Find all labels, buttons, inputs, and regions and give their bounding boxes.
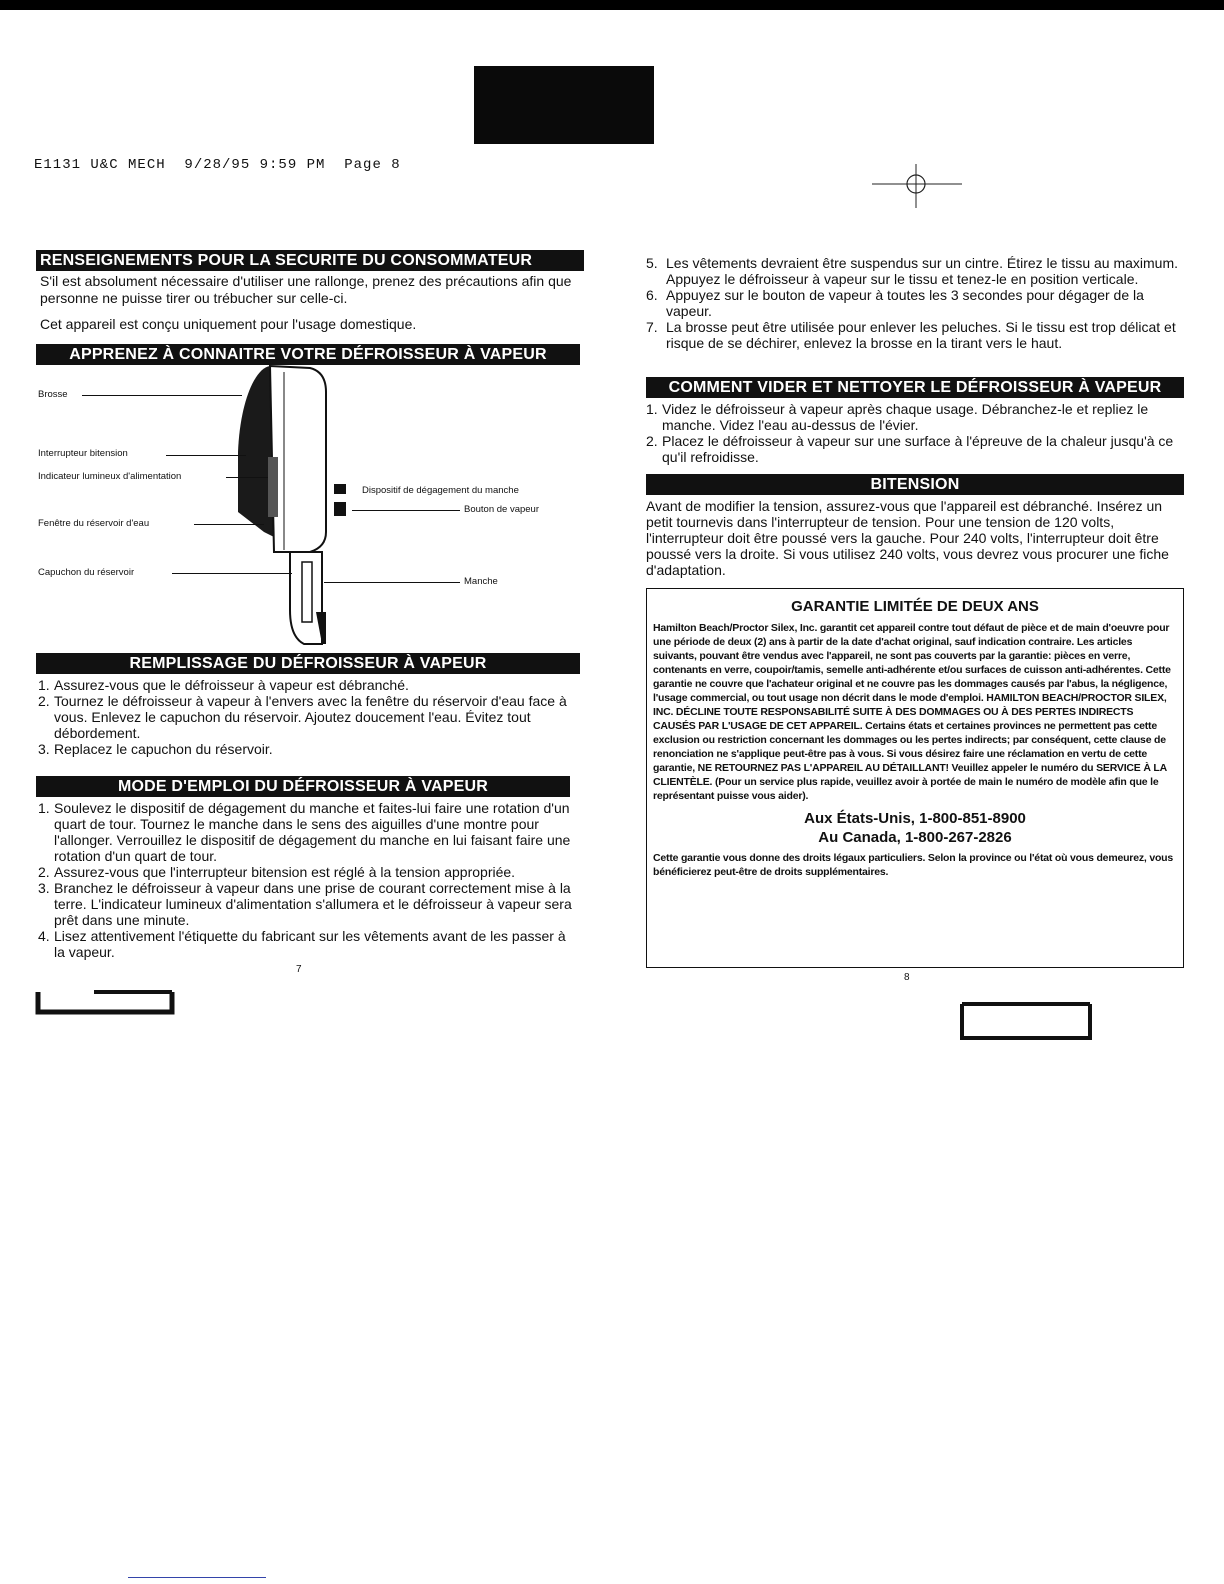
scan-border xyxy=(0,0,1224,10)
fill-steps-list xyxy=(38,677,574,757)
list-item: 3. Branchez le défroisseur à vapeur dans une prise de courant correctement mise à la terre. L'indicateur lumineux d'alimentation s'allumera et le défroisseur à vapeur sera prêt dans une minute. xyxy=(38,880,572,928)
doc-header: E1131 U&C MECH 9/28/95 9:59 PM Page 8 xyxy=(34,157,401,173)
heading-fill: REMPLISSAGE DU DÉFROISSEUR À VAPEUR xyxy=(36,653,580,674)
label-interrupteur: Interrupteur bitension xyxy=(38,448,128,459)
list-item: 7. La brosse peut être utilisée pour enlever les peluches. Si le tissu est trop délicat et risque de se déchirer, enlevez la brosse en la tirant vers le haut. xyxy=(646,319,1176,351)
leader-line xyxy=(324,582,460,583)
label-indicateur: Indicateur lumineux d'alimentation xyxy=(38,471,182,482)
leader-line xyxy=(82,395,242,396)
use-steps-continued xyxy=(646,255,1184,351)
leader-line xyxy=(194,524,264,525)
voltage-paragraph: Avant de modifier la tension, assurez-vous que l'appareil est débranché. Insérez un petit tournevis dans l'interrupteur de tension. Pour une tension de 120 volts, l'interrupteur doit être poussé vers la gauche. Pour 240 volts, l'interrupteur doit être poussé vers la droite. Si vous utilisez 240 volts, vous devrez vous procurer une fiche d'adaptation. xyxy=(646,498,1169,578)
label-fenetre: Fenêtre du réservoir d'eau xyxy=(38,518,150,529)
warranty-body: Hamilton Beach/Proctor Silex, Inc. garantit cet appareil contre tout défaut de pièce et de main d'oeuvre pour une période de deux (2) ans à partir de la date d'achat original, sauf indication contraire. Les articles suivants, pouvant être vendus avec l'appareil, ne sont pas couverts par la garantie: pièces en verre, contenants en verre, coupoir/tamis, semelle anti-adhérente et/ou surfaces de cuisson anti-adhérentes. Cette garantie ne couvre que l'achateur original et ne couvre pas les dommages causés par l'abus, la négligence, l'usage commercial, ou tout usage non décrit dans le mode d'emploi. HAMILTON BEACH/PROCTOR SILEX, INC. DÉCLINE TOUTE RESPONSABILITÉ SUITE À DES DOMMAGES OU À DES PERTES INDIRECTS CAUSÉS PAR L'USAGE DE CET APPAREIL. Certains états et certaines provinces ne permettent pas cette exclusion ou restriction concernant les dommages ou les pertes indirects; par conséquent, cette clause de renonciation ne s'applique peut-être pas à vous. Si vous désirez faire une réclamation en vertu de cette garantie, NE RETOURNEZ PAS L'APPAREIL AU DÉTAILLANT! Veuillez appeler le numéro du SERVICE À LA CLIENTÈLE. (Pour un service plus rapide, veuillez avoir à portée de main le numéro de modèle afin que le représentant puisse vous aider). xyxy=(653,622,1171,802)
security-paragraph: S'il est absolument nécessaire d'utiliser une rallonge, prenez des précautions afin que personne ne puisse tirer ou trébucher sur celle-ci. xyxy=(40,273,572,306)
leader-line xyxy=(166,455,246,456)
domestic-use-paragraph: Cet appareil est conçu uniquement pour l'usage domestique. xyxy=(40,316,417,332)
heading-voltage: BITENSION xyxy=(646,474,1184,495)
label-capuchon: Capuchon du réservoir xyxy=(38,567,135,578)
label-dispositif: Dispositif de dégagement du manche xyxy=(362,485,519,496)
list-item: 2. Tournez le défroisseur à vapeur à l'envers avec la fenêtre du réservoir d'eau face à vous. Enlevez le capuchon du réservoir. Ajoutez doucement l'eau. Évitez tout débordement. xyxy=(38,693,567,741)
use-steps-list xyxy=(38,800,574,960)
warranty-box xyxy=(646,588,1184,968)
heading-security: RENSEIGNEMENTS POUR LA SECURITE DU CONSOMMATEUR xyxy=(36,250,584,271)
heading-parts: APPRENEZ À CONNAITRE VOTRE DÉFROISSEUR À VAPEUR xyxy=(36,344,580,365)
list-item: 6. Appuyez sur le bouton de vapeur à toutes les 3 secondes pour dégager de la vapeur. xyxy=(646,287,1144,319)
phone-canada: Au Canada, 1-800-267-2826 xyxy=(818,829,1012,846)
list-item: 1. Videz le défroisseur à vapeur après chaque usage. Débranchez-le et repliez le manche. Videz l'eau au-dessus de l'évier. xyxy=(646,401,1149,433)
clean-steps-list xyxy=(646,401,1184,465)
label-manche: Manche xyxy=(464,576,498,587)
list-item: 2. Assurez-vous que l'interrupteur bitension est réglé à la tension appropriée. xyxy=(38,864,516,880)
leader-line xyxy=(226,477,268,478)
heading-use: MODE D'EMPLOI DU DÉFROISSEUR À VAPEUR xyxy=(36,776,570,797)
list-item: 5. Les vêtements devraient être suspendus sur un cintre. Étirez le tissu au maximum. Appuyez le défroisseur à vapeur sur le tissu et tenez-le en position verticale. xyxy=(646,255,1179,287)
heading-clean: COMMENT VIDER ET NETTOYER LE DÉFROISSEUR À VAPEUR xyxy=(646,377,1184,398)
scan-artifact-line xyxy=(128,1577,266,1578)
list-item: 1. Assurez-vous que le défroisseur à vapeur est débranché. xyxy=(38,677,409,693)
leader-line xyxy=(352,510,460,511)
steamer-diagram xyxy=(230,362,350,650)
warranty-footer: Cette garantie vous donne des droits légaux particuliers. Selon la province ou l'état où vous demeurez, vous bénéficierez peut-être de droits supplémentaires. xyxy=(653,852,1174,878)
list-item: 2. Placez le défroisseur à vapeur sur une surface à l'épreuve de la chaleur jusqu'à ce qu'il refroidisse. xyxy=(646,433,1174,465)
corner-mark-icon xyxy=(958,998,1094,1044)
leader-line xyxy=(172,573,292,574)
label-bouton: Bouton de vapeur xyxy=(464,504,540,515)
corner-mark-icon xyxy=(34,988,176,1018)
page-number-right: 8 xyxy=(904,972,910,983)
phone-us: Aux États-Unis, 1-800-851-8900 xyxy=(804,810,1026,827)
page-number-left: 7 xyxy=(296,964,302,975)
crop-mark-block xyxy=(474,66,654,144)
list-item: 4. Lisez attentivement l'étiquette du fabricant sur les vêtements avant de les passer à la vapeur. xyxy=(38,928,566,960)
list-item: 3. Replacez le capuchon du réservoir. xyxy=(38,741,273,757)
warranty-title: GARANTIE LIMITÉE DE DEUX ANS xyxy=(791,598,1039,615)
list-item: 1. Soulevez le dispositif de dégagement du manche et faites-lui faire une rotation d'un quart de tour. Tournez le manche dans le sens des aiguilles d'une montre pour l'allonger. Verrouillez le dispositif de dégagement du manche en lui faisant faire une rotation d'un quart de tour. xyxy=(38,800,571,864)
registration-mark-icon xyxy=(872,162,962,210)
label-brosse: Brosse xyxy=(38,389,68,400)
